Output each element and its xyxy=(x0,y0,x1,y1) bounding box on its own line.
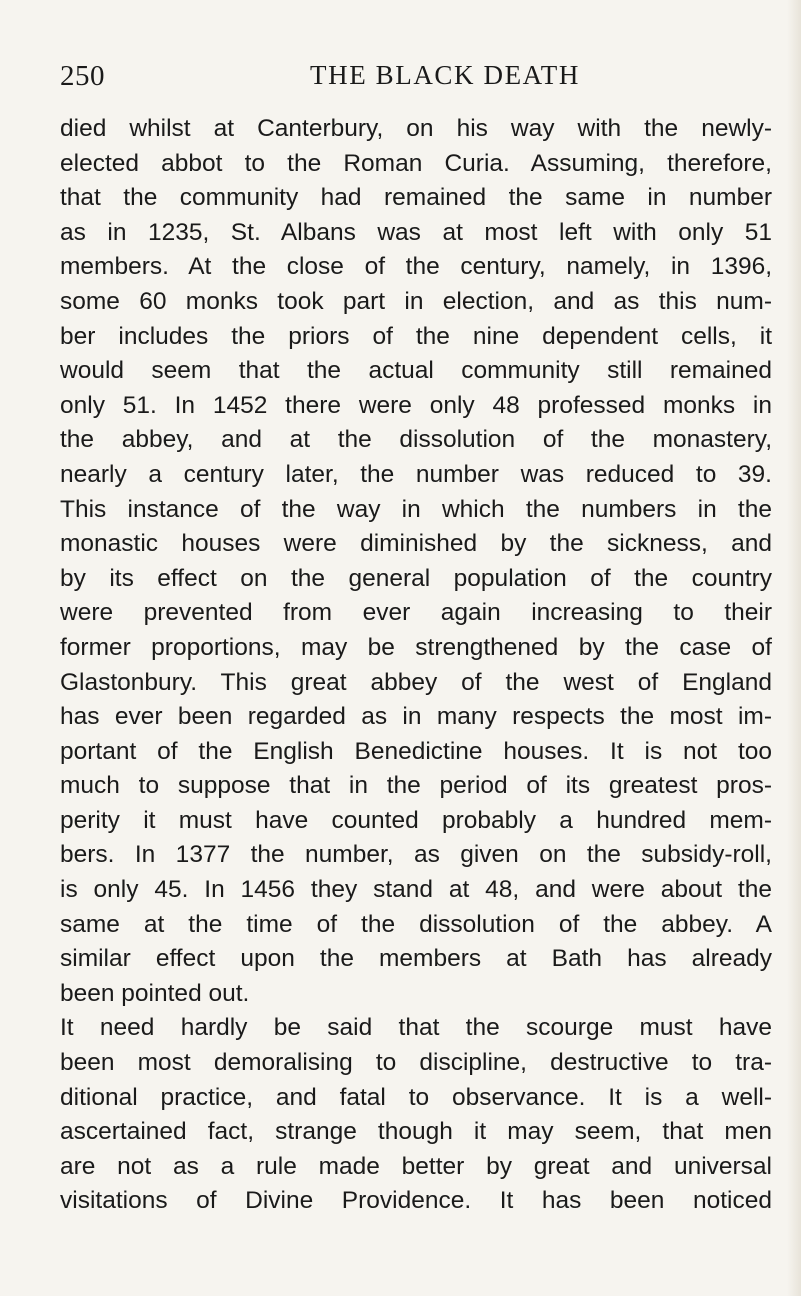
text-line: ditional practice, and fatal to observance. It is a well- xyxy=(60,1083,772,1111)
text-line: the abbey, and at the dissolution of the monastery, xyxy=(60,426,772,454)
running-title: THE BLACK DEATH xyxy=(310,60,580,90)
text-line: members. At the close of the century, namely, in 1396, xyxy=(60,253,772,281)
text-line: would seem that the actual community still remained xyxy=(60,357,772,385)
text-line: similar effect upon the members at Bath has already xyxy=(60,945,772,973)
text-line: been most demoralising to discipline, destructive to tra- xyxy=(60,1049,772,1077)
text-line: are not as a rule made better by great and universal xyxy=(60,1152,772,1180)
text-line: that the community had remained the same in number xyxy=(60,184,772,212)
text-line: died whilst at Canterbury, on his way with the newly- xyxy=(60,115,772,142)
text-line: same at the time of the dissolution of the abbey. A xyxy=(60,910,772,938)
paragraph-start-line: It need hardly be said that the scourge must have xyxy=(60,1014,772,1042)
text-line: by its effect on the general population of the country xyxy=(60,564,772,592)
text-line: ber includes the priors of the nine dependent cells, it xyxy=(60,322,772,350)
text-line: perity it must have counted probably a hundred mem- xyxy=(60,806,772,834)
text-line: only 51. In 1452 there were only 48 professed monks in xyxy=(60,391,772,419)
body-text xyxy=(60,112,772,1219)
text-line: Glastonbury. This great abbey of the west of England xyxy=(60,668,772,696)
page-edge-shadow xyxy=(787,0,801,1296)
text-line: portant of the English Benedictine houses. It is not too xyxy=(60,737,772,765)
paragraph-end-line: been pointed out. xyxy=(60,979,250,1007)
text-line: visitations of Divine Providence. It has been noticed xyxy=(60,1187,772,1215)
text-line: were prevented from ever again increasing to their xyxy=(60,599,772,627)
page-number: 250 xyxy=(60,60,105,92)
text-line: has ever been regarded as in many respects the most im- xyxy=(60,703,772,731)
text-line: some 60 monks took part in election, and as this num- xyxy=(60,287,772,315)
text-line: nearly a century later, the number was reduced to 39. xyxy=(60,460,772,488)
text-line: as in 1235, St. Albans was at most left with only 51 xyxy=(60,218,772,246)
text-line: is only 45. In 1456 they stand at 48, and were about the xyxy=(60,876,772,904)
text-line: much to suppose that in the period of its greatest pros- xyxy=(60,772,772,800)
text-line: bers. In 1377 the number, as given on the subsidy-roll, xyxy=(60,841,772,869)
text-line: former proportions, may be strengthened by the case of xyxy=(60,633,772,661)
text-line: This instance of the way in which the numbers in the xyxy=(60,495,772,523)
text-line: ascertained fact, strange though it may seem, that men xyxy=(60,1118,772,1146)
text-line: elected abbot to the Roman Curia. Assuming, therefore, xyxy=(60,149,772,177)
text-line: monastic houses were diminished by the sickness, and xyxy=(60,530,772,558)
page-header xyxy=(60,56,770,100)
